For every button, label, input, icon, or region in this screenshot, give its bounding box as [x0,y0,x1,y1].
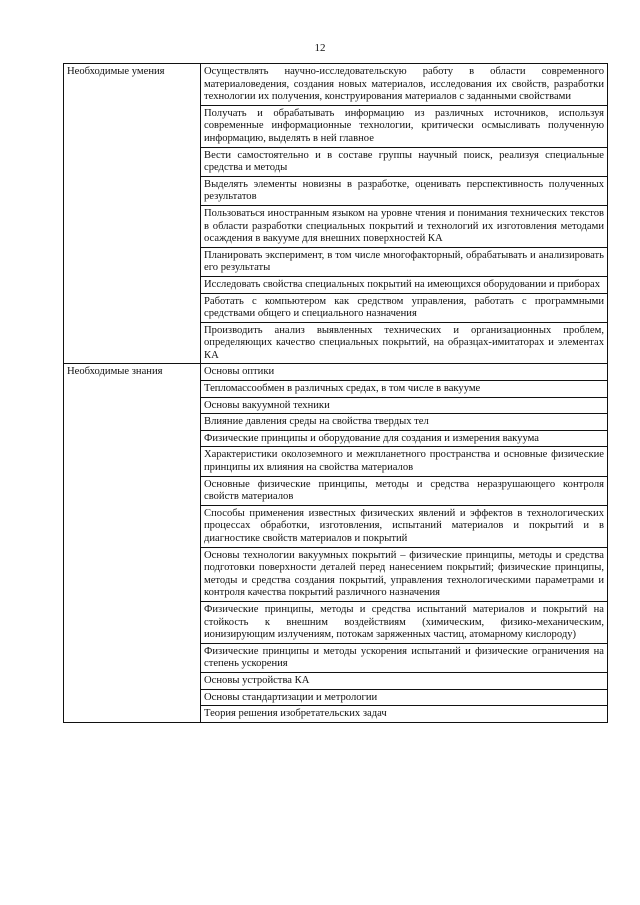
requirement-item: Пользоваться иностранным языком на уровне чтения и понимания технических текстов в области разработки специальных покрытий и технологий их изготовления методами осаждения в вакууме для внешних поверхностей КА [201,205,608,247]
requirements-table [63,63,608,723]
requirement-item: Основы устройства КА [201,672,608,689]
requirement-item: Получать и обрабатывать информацию из различных источников, используя современные информационные технологии, критически осмысливать полученную информацию, выделять в ней главное [201,105,608,147]
section-heading-knowledge: Необходимые знания [64,364,201,722]
requirement-item: Теория решения изобретательских задач [201,706,608,723]
requirement-item: Способы применения известных физических явлений и эффектов в технологических процессах обработки, изготовления, испытаний материалов и покрытий и в диагностике свойств материалов и покрытий [201,505,608,547]
requirement-item: Физические принципы и оборудование для создания и измерения вакуума [201,430,608,447]
requirement-item: Выделять элементы новизны в разработке, оценивать перспективность полученных результатов [201,176,608,205]
requirement-item: Основные физические принципы, методы и средства неразрушающего контроля свойств материалов [201,476,608,505]
requirement-item: Основы технологии вакуумных покрытий – физические принципы, методы и средства подготовки поверхности деталей перед нанесением покрытий; физические принципы, методы и средства создания покрытий, управления технологическими параметрами и контроля качества покрытий различного назначения [201,547,608,601]
requirement-item: Производить анализ выявленных технических и организационных проблем, определяющих качество специальных покрытий, на образцах-имитаторах и элементах КА [201,322,608,364]
requirement-item: Основы вакуумной техники [201,397,608,414]
requirement-item: Исследовать свойства специальных покрытий на имеющихся оборудовании и приборах [201,276,608,293]
requirement-item: Основы оптики [201,364,608,381]
table-row [64,64,608,106]
requirement-item: Осуществлять научно-исследовательскую работу в области современного материаловедения, создания новых материалов, исследования их свойств, разработки технологии их получения, конструирования материалов с заданными свойствами [201,64,608,106]
page-number: 12 [314,42,326,54]
requirement-item: Физические принципы и методы ускорения испытаний и физические ограничения на степень ускорения [201,643,608,672]
requirement-item: Влияние давления среды на свойства твердых тел [201,414,608,431]
table-row [64,364,608,381]
requirement-item: Вести самостоятельно и в составе группы научный поиск, реализуя специальные средства и методы [201,147,608,176]
requirement-item: Физические принципы, методы и средства испытаний материалов и покрытий на стойкость к внешним воздействиям (химическим, физико-механическим, ионизирующим излучениям, потокам заряженных частиц, атомарному кислороду) [201,601,608,643]
requirement-item: Работать с компьютером как средством управления, работать с программными средствами общего и специального назначения [201,293,608,322]
requirement-item: Основы стандартизации и метрологии [201,689,608,706]
section-heading-skills: Необходимые умения [64,64,201,364]
requirement-item: Характеристики околоземного и межпланетного пространства и основные физические принципы их влияния на свойства материалов [201,447,608,476]
requirement-item: Тепломассообмен в различных средах, в том числе в вакууме [201,381,608,398]
requirement-item: Планировать эксперимент, в том числе многофакторный, обрабатывать и анализировать его результаты [201,247,608,276]
